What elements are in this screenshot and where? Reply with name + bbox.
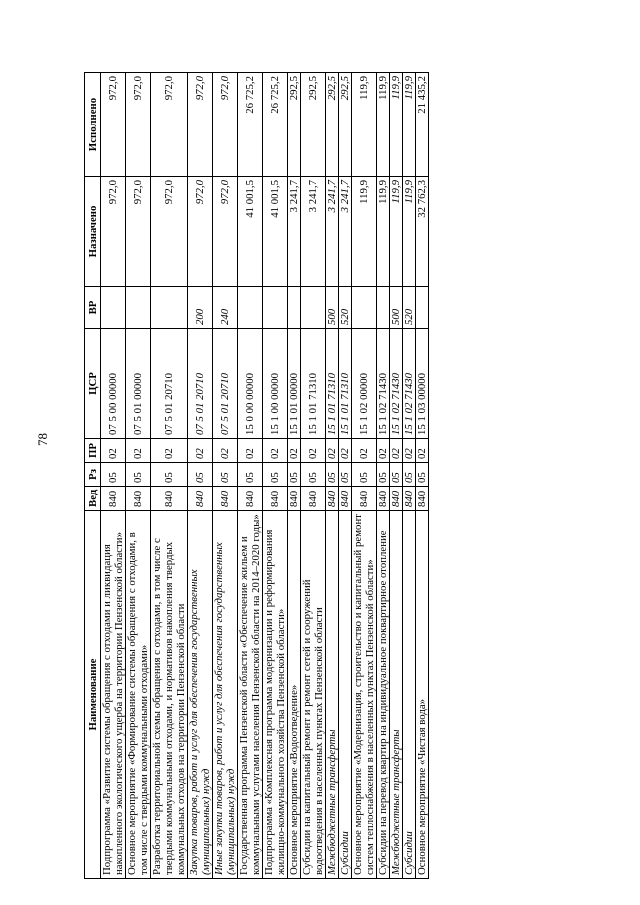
cell-vr <box>416 287 429 329</box>
table-row <box>126 73 151 879</box>
cell-name: Подпрограмма «Развитие системы обращения с отходами и ликвидация накопленного экологического ущерба на территории Пензенской области» <box>101 511 126 879</box>
rotated-page-content <box>84 73 569 879</box>
cell-name: Основное мероприятие «Модернизация, строительство и капитальный ремонт систем теплоснабжения в населенных пунктах Пензенской области» <box>352 511 377 879</box>
cell-ved: 840 <box>288 487 301 511</box>
cell-vr <box>263 287 288 329</box>
cell-rz: 05 <box>101 463 126 487</box>
cell-vr: 240 <box>213 287 238 329</box>
table-row <box>326 73 339 879</box>
cell-name: Межбюджетные трансферты <box>390 511 403 879</box>
cell-pr: 02 <box>238 439 263 463</box>
cell-csr: 15 1 00 00000 <box>263 329 288 439</box>
header-csr: ЦСР <box>85 329 101 439</box>
cell-vr <box>101 287 126 329</box>
cell-executed: 26 725,2 <box>263 73 288 177</box>
cell-rz: 05 <box>326 463 339 487</box>
cell-name: Субсидии <box>339 511 352 879</box>
cell-assigned: 3 241,7 <box>301 177 326 287</box>
cell-csr: 07 5 01 20710 <box>188 329 213 439</box>
cell-rz: 05 <box>263 463 288 487</box>
cell-pr: 02 <box>390 439 403 463</box>
table-row <box>188 73 213 879</box>
cell-vr <box>288 287 301 329</box>
header-name: Наименование <box>85 511 101 879</box>
cell-ved: 840 <box>188 487 213 511</box>
cell-assigned: 32 762,3 <box>416 177 429 287</box>
cell-assigned: 3 241,7 <box>339 177 352 287</box>
cell-ved: 840 <box>352 487 377 511</box>
cell-name: Государственная программа Пензенской области «Обеспечение жильем и коммунальными услугами населения Пензенской области на 2014–2020 годы» <box>238 511 263 879</box>
table-row <box>301 73 326 879</box>
cell-assigned: 41 001,5 <box>263 177 288 287</box>
table-row <box>390 73 403 879</box>
cell-ved: 840 <box>213 487 238 511</box>
cell-pr: 02 <box>151 439 188 463</box>
cell-pr: 02 <box>263 439 288 463</box>
cell-csr: 15 1 02 71430 <box>403 329 416 439</box>
cell-ved: 840 <box>339 487 352 511</box>
cell-name: Основное мероприятие «Чистая вода» <box>416 511 429 879</box>
cell-assigned: 972,0 <box>101 177 126 287</box>
cell-rz: 05 <box>238 463 263 487</box>
table-header-row <box>85 73 101 879</box>
table-row <box>377 73 390 879</box>
cell-csr: 07 5 00 00000 <box>101 329 126 439</box>
cell-rz: 05 <box>288 463 301 487</box>
table-row <box>288 73 301 879</box>
cell-vr: 200 <box>188 287 213 329</box>
table-row <box>238 73 263 879</box>
cell-rz: 05 <box>151 463 188 487</box>
cell-vr: 520 <box>339 287 352 329</box>
table-row <box>352 73 377 879</box>
cell-rz: 05 <box>352 463 377 487</box>
cell-assigned: 119,9 <box>352 177 377 287</box>
budget-execution-table <box>84 72 429 879</box>
cell-vr <box>238 287 263 329</box>
cell-executed: 972,0 <box>126 73 151 177</box>
cell-ved: 840 <box>301 487 326 511</box>
cell-ved: 840 <box>151 487 188 511</box>
table-row <box>151 73 188 879</box>
cell-csr: 15 1 01 71310 <box>326 329 339 439</box>
cell-assigned: 3 241,7 <box>326 177 339 287</box>
cell-assigned: 119,9 <box>403 177 416 287</box>
table-row <box>101 73 126 879</box>
header-pr: ПР <box>85 439 101 463</box>
cell-rz: 05 <box>213 463 238 487</box>
cell-pr: 02 <box>326 439 339 463</box>
table-row <box>263 73 288 879</box>
table-body <box>101 73 429 879</box>
cell-csr: 07 5 01 00000 <box>126 329 151 439</box>
header-vr: ВР <box>85 287 101 329</box>
cell-ved: 840 <box>377 487 390 511</box>
cell-name: Субсидии <box>403 511 416 879</box>
header-ved: Вед <box>85 487 101 511</box>
cell-ved: 840 <box>101 487 126 511</box>
cell-assigned: 119,9 <box>377 177 390 287</box>
header-executed: Исполнено <box>85 73 101 177</box>
cell-executed: 972,0 <box>101 73 126 177</box>
cell-csr: 15 1 02 00000 <box>352 329 377 439</box>
cell-csr: 15 1 02 71430 <box>390 329 403 439</box>
header-rz: Рз <box>85 463 101 487</box>
cell-executed: 26 725,2 <box>238 73 263 177</box>
cell-rz: 05 <box>390 463 403 487</box>
cell-executed: 119,9 <box>377 73 390 177</box>
table-row <box>213 73 238 879</box>
cell-executed: 119,9 <box>403 73 416 177</box>
cell-executed: 292,5 <box>301 73 326 177</box>
cell-csr: 07 5 01 20710 <box>151 329 188 439</box>
cell-rz: 05 <box>301 463 326 487</box>
cell-vr <box>352 287 377 329</box>
cell-rz: 05 <box>403 463 416 487</box>
cell-name: Иные закупки товаров, работ и услуг для обеспечения государственных (муниципальных) нужд <box>213 511 238 879</box>
cell-assigned: 119,9 <box>390 177 403 287</box>
cell-name: Межбюджетные трансферты <box>326 511 339 879</box>
cell-pr: 02 <box>416 439 429 463</box>
cell-pr: 02 <box>352 439 377 463</box>
cell-executed: 292,5 <box>339 73 352 177</box>
cell-csr: 15 1 03 00000 <box>416 329 429 439</box>
cell-vr <box>377 287 390 329</box>
cell-name: Основное мероприятие «Формирование системы обращения с отходами, в том числе с твердыми коммунальными отходами» <box>126 511 151 879</box>
cell-csr: 15 1 02 71430 <box>377 329 390 439</box>
cell-executed: 972,0 <box>188 73 213 177</box>
cell-name: Разработка территориальной схемы обращения с отходами, в том числе с твердыми коммунальными отходами, и нормативов накопления твердых коммунальных отходов на территории Пензенской области <box>151 511 188 879</box>
cell-vr: 500 <box>326 287 339 329</box>
cell-name: Подпрограмма «Комплексная программа модернизации и реформирования жилищно-коммунального хозяйства Пензенской области» <box>263 511 288 879</box>
table-row <box>339 73 352 879</box>
cell-pr: 02 <box>288 439 301 463</box>
table-row <box>403 73 416 879</box>
cell-assigned: 972,0 <box>126 177 151 287</box>
cell-ved: 840 <box>238 487 263 511</box>
cell-csr: 07 5 01 20710 <box>213 329 238 439</box>
cell-pr: 02 <box>126 439 151 463</box>
cell-pr: 02 <box>213 439 238 463</box>
cell-vr <box>151 287 188 329</box>
cell-executed: 119,9 <box>390 73 403 177</box>
cell-pr: 02 <box>377 439 390 463</box>
cell-pr: 02 <box>188 439 213 463</box>
cell-assigned: 41 001,5 <box>238 177 263 287</box>
cell-vr: 520 <box>403 287 416 329</box>
cell-assigned: 972,0 <box>151 177 188 287</box>
cell-ved: 840 <box>126 487 151 511</box>
cell-vr <box>126 287 151 329</box>
cell-ved: 840 <box>326 487 339 511</box>
cell-rz: 05 <box>188 463 213 487</box>
cell-assigned: 972,0 <box>188 177 213 287</box>
cell-rz: 05 <box>416 463 429 487</box>
cell-name: Закупка товаров, работ и услуг для обеспечения государственных (муниципальных) нужд <box>188 511 213 879</box>
cell-csr: 15 0 00 00000 <box>238 329 263 439</box>
cell-name: Основное мероприятие «Водоотведение» <box>288 511 301 879</box>
cell-assigned: 972,0 <box>213 177 238 287</box>
cell-assigned: 3 241,7 <box>288 177 301 287</box>
cell-pr: 02 <box>301 439 326 463</box>
cell-executed: 292,5 <box>326 73 339 177</box>
cell-executed: 21 435,2 <box>416 73 429 177</box>
cell-rz: 05 <box>339 463 352 487</box>
table-row <box>416 73 429 879</box>
cell-executed: 972,0 <box>151 73 188 177</box>
cell-ved: 840 <box>403 487 416 511</box>
cell-executed: 119,9 <box>352 73 377 177</box>
cell-csr: 15 1 01 71310 <box>301 329 326 439</box>
cell-pr: 02 <box>403 439 416 463</box>
cell-name: Субсидии на перевод квартир на индивидуальное поквартирное отопление <box>377 511 390 879</box>
cell-ved: 840 <box>416 487 429 511</box>
page-number: 78 <box>35 433 50 446</box>
cell-csr: 15 1 01 71310 <box>339 329 352 439</box>
cell-ved: 840 <box>263 487 288 511</box>
cell-rz: 05 <box>377 463 390 487</box>
cell-vr <box>301 287 326 329</box>
header-assigned: Назначено <box>85 177 101 287</box>
cell-executed: 972,0 <box>213 73 238 177</box>
cell-csr: 15 1 01 00000 <box>288 329 301 439</box>
cell-pr: 02 <box>339 439 352 463</box>
cell-vr: 500 <box>390 287 403 329</box>
cell-name: Субсидии на капитальный ремонт и ремонт сетей и сооружений водоотведения в населенных пунктах Пензенской области <box>301 511 326 879</box>
cell-pr: 02 <box>101 439 126 463</box>
cell-rz: 05 <box>126 463 151 487</box>
cell-ved: 840 <box>390 487 403 511</box>
cell-executed: 292,5 <box>288 73 301 177</box>
